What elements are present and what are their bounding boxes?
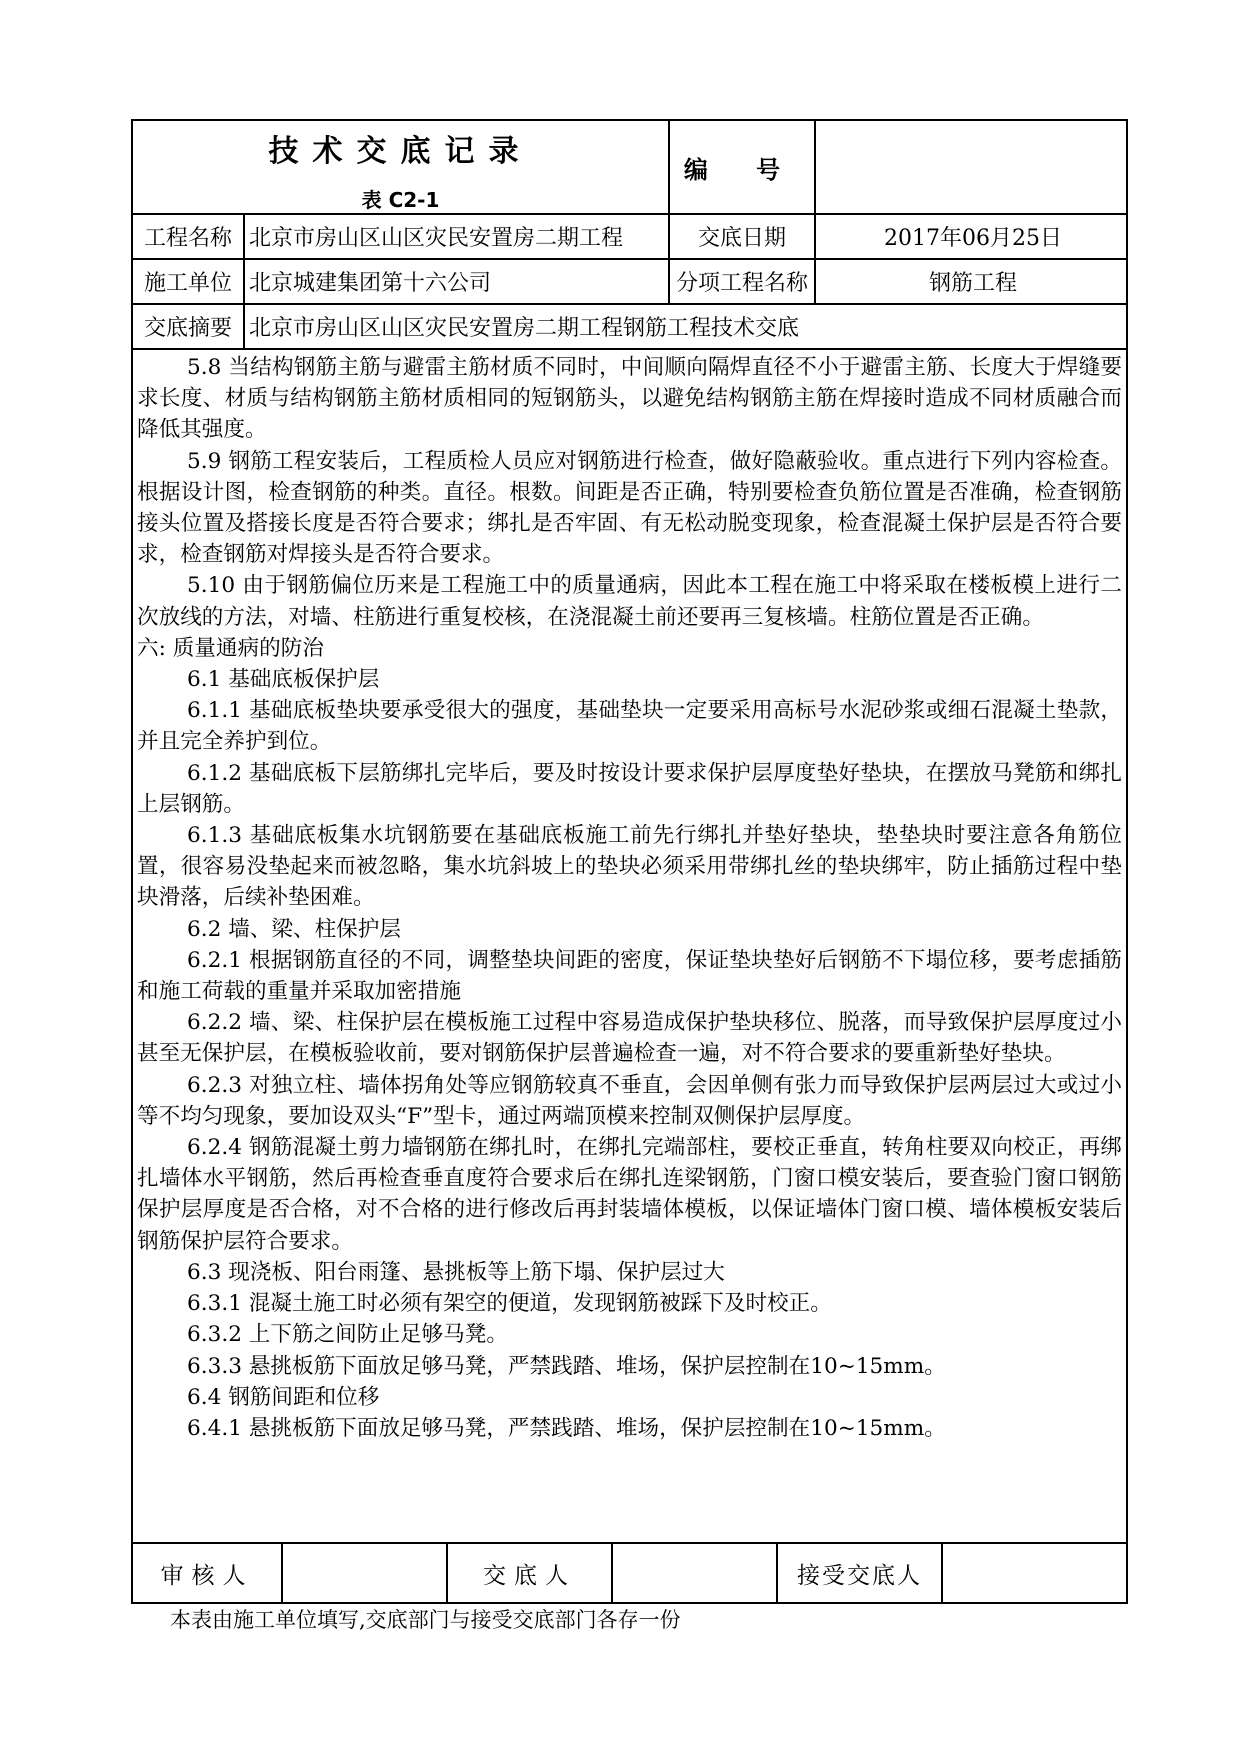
form-code: 表 C2-1 (361, 187, 440, 212)
content-body (132, 349, 1127, 1543)
receiver-label: 接受交底人 (777, 1543, 942, 1603)
content-paragraph: 6.2.4 钢筋混凝土剪力墙钢筋在绑扎时，在绑扎完端部柱，要校正垂直，转角柱要双向校正，再绑扎墙体水平钢筋，然后再检查垂直度符合要求后在绑扎连梁钢筋，门窗口模安装后，要查验门窗口钢筋保护层厚度是否合格，对不合格的进行修改后再封装墙体模板，以保证墙体门窗口模、墙体模板安装后钢筋保护层符合要求。 (137, 1135, 1122, 1254)
content-paragraph: 5.8 当结构钢筋主筋与避雷主筋材质不同时，中间顺向隔焊直径不小于避雷主筋、长度大于焊缝要求长度、材质与结构钢筋主筋材质相同的短钢筋头，以避免结构钢筋主筋在焊接时造成不同材质融合而降低其强度。 (137, 355, 1122, 443)
content-paragraph: 6.2.2 墙、梁、柱保护层在模板施工过程中容易造成保护垫块移位、脱落，而导致保护层厚度过小甚至无保护层，在模板验收前，要对钢筋保护层普遍检查一遍，对不符合要求的要重新垫好垫块。 (137, 1010, 1122, 1067)
technical-briefing-form (131, 119, 1126, 1604)
form-table (131, 119, 1128, 1544)
reviewer-field[interactable] (282, 1543, 447, 1603)
content-paragraph: 5.10 由于钢筋偏位历来是工程施工中的质量通病，因此本工程在施工中将采取在楼板模上进行二次放线的方法，对墙、柱筋进行重复校核，在浇混凝土前还要再三复核墙。柱筋位置是否正确。 (137, 573, 1122, 630)
presenter-label: 交底人 (447, 1543, 612, 1603)
content-paragraph: 六: 质量通病的防治 (137, 635, 324, 661)
content-paragraph: 6.1.3 基础底板集水坑钢筋要在基础底板施工前先行绑扎并垫好垫块，垫垫块时要注意各角筋位置，很容易没垫起来而被忽略，集水坑斜坡上的垫块必须采用带绑扎丝的垫块绑牢，防止插筋过程中垫块滑落，后续补垫困难。 (137, 823, 1122, 911)
summary-label: 交底摘要 (132, 304, 244, 349)
content-paragraph: 6.3.3 悬挑板筋下面放足够马凳，严禁践踏、堆场，保护层控制在10~15mm。 (187, 1353, 946, 1379)
project-name-label: 工程名称 (132, 214, 244, 259)
content-paragraph: 6.3.1 混凝土施工时必须有架空的便道，发现钢筋被踩下及时校正。 (187, 1291, 832, 1317)
date-value[interactable]: 2017年06月25日 (815, 214, 1127, 259)
content-paragraph: 6.1.1 基础底板垫块要承受很大的强度，基础垫块一定要采用高标号水泥砂浆或细石混凝土垫款，并且完全养护到位。 (137, 698, 1122, 755)
number-label: 编 号 (669, 120, 815, 214)
content-paragraph: 6.4.1 悬挑板筋下面放足够马凳，严禁践踏、堆场，保护层控制在10~15mm。 (187, 1415, 946, 1441)
content-paragraph: 6.4 钢筋间距和位移 (187, 1384, 380, 1410)
title-cell (132, 120, 669, 214)
content-paragraphs (137, 352, 1122, 1444)
content-paragraph: 6.2.1 根据钢筋直径的不同，调整垫块间距的密度，保证垫块垫好后钢筋不下塌位移，要考虑插筋和施工荷载的重量并采取加密措施 (137, 947, 1122, 1005)
presenter-field[interactable] (612, 1543, 777, 1603)
reviewer-label: 审核人 (132, 1543, 282, 1603)
form-title: 技术交底记录 (268, 133, 533, 169)
content-paragraph: 5.9 钢筋工程安装后，工程质检人员应对钢筋进行检查，做好隐蔽验收。重点进行下列内容检查。根据设计图，检查钢筋的种类。直径。根数。间距是否正确，特别要检查负筋位置是否准确，检查钢筋接头位置及搭接长度是否符合要求；绑扎是否牢固、有无松动脱变现象，检查混凝土保护层是否符合要求，检查钢筋对焊接头是否符合要求。 (137, 448, 1122, 568)
contractor-value[interactable]: 北京城建集团第十六公司 (244, 259, 669, 304)
contractor-label: 施工单位 (132, 259, 244, 304)
number-value[interactable] (815, 120, 1127, 214)
footnote: 本表由施工单位填写,交底部门与接受交底部门各存一份 (170, 1608, 681, 1632)
receiver-field[interactable] (942, 1543, 1127, 1603)
summary-value[interactable]: 北京市房山区山区灾民安置房二期工程钢筋工程技术交底 (244, 304, 1127, 349)
signature-table (131, 1542, 1128, 1604)
content-paragraph: 6.1.2 基础底板下层筋绑扎完毕后，要及时按设计要求保护层厚度垫好垫块，在摆放马凳筋和绑扎上层钢筋。 (137, 760, 1122, 817)
content-paragraph: 6.3.2 上下筋之间防止足够马凳。 (187, 1322, 508, 1348)
project-name-value[interactable]: 北京市房山区山区灾民安置房二期工程 (244, 214, 669, 259)
subproject-value[interactable]: 钢筋工程 (815, 259, 1127, 304)
content-paragraph: 6.3 现浇板、阳台雨篷、悬挑板等上筋下塌、保护层过大 (187, 1259, 725, 1285)
content-paragraph: 6.2.3 对独立柱、墙体拐角处等应钢筋较真不垂直，会因单侧有张力而导致保护层两层过大或过小等不均匀现象，要加设双头“F”型卡，通过两端顶模来控制双侧保护层厚度。 (137, 1072, 1122, 1129)
subproject-label: 分项工程名称 (669, 259, 815, 304)
content-paragraph: 6.2 墙、梁、柱保护层 (187, 916, 401, 942)
date-label: 交底日期 (669, 214, 815, 259)
content-paragraph: 6.1 基础底板保护层 (187, 667, 380, 693)
